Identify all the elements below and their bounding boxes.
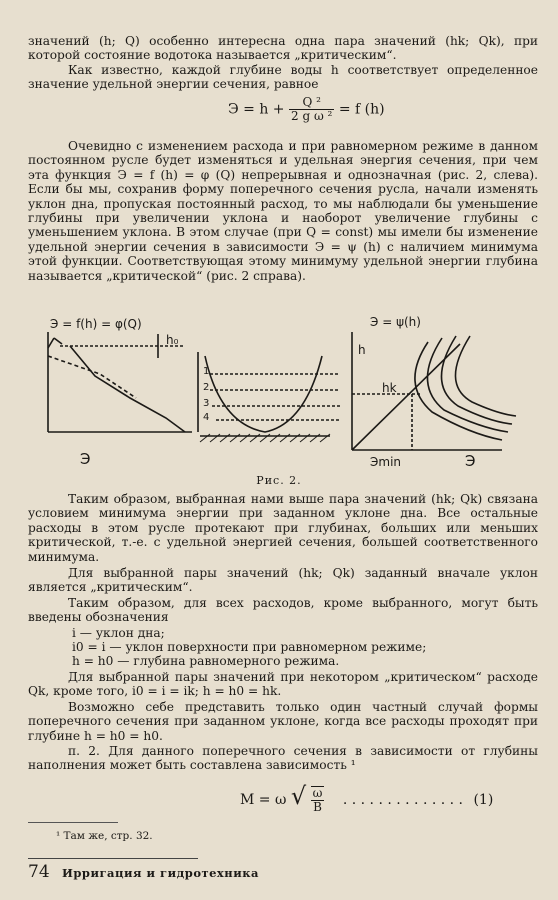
formula2-tag: (1) — [473, 792, 494, 808]
energy-formula — [228, 96, 385, 123]
paragraph-6: Таким образом, для всех расходов, кроме выбранного, могут быть введены обозначения — [28, 596, 538, 625]
formula2-numerator: ω — [312, 786, 323, 800]
paragraph-5: Для выбранной пары значений (hk; Qk) заданный вначале уклон является „критическим“. — [28, 566, 538, 595]
footer-divider — [28, 858, 198, 859]
paragraph-8: Для выбранной пары значений при некотором „критическом“ расходе Qk, кроме того, i0 = i = ik; h = h0 = hk. — [28, 670, 538, 699]
notation-2: i0 = i — уклон поверхности при равномерном режиме; — [72, 640, 427, 654]
notation-1: i — уклон дна; — [72, 626, 165, 640]
notation-3: h = h0 — глубина равномерного режима. — [72, 654, 340, 668]
paragraph-3: Очевидно с изменением расхода и при равномерном режиме в данном постоянном русле будет изменяться и удельная энергия сечения, при чем эта функция Э = f (h) = φ (Q) непрерывная и однозначная (рис. 2, слева). Если бы мы, сохранив форму поперечного сечения русла, начали изменять уклон дна, пропуская постоянный расход, то мы наблюдали бы уменьшение глубины при увеличении уклона и наоборот увеличение глубины с уменьшением уклона. В этом случае (при Q = const) мы имели бы изменение удельной энергии сечения в зависимости Э = ψ (h) с наличием минимума этой функции. Соответствующая этому минимуму удельной энергии глубина называется „критической“ (рис. 2 справа). — [28, 139, 538, 283]
mid-label-4: 4 — [203, 412, 210, 423]
right-hk-label: hk — [382, 381, 397, 395]
left-title: Э = f(h) = φ(Q) — [50, 317, 142, 331]
right-emin-label: Эmin — [370, 455, 402, 469]
formula2-denominator: B — [313, 800, 322, 814]
paragraph-2: Как известно, каждой глубине воды h соответствует определенное значение удельной энергии сечения, равное — [28, 63, 538, 92]
paragraph-9: Возможно себе представить только один частный случай формы поперечного сечения при заданном уклоне, когда все расходы проходят при глубине h = h0 = h0. — [28, 700, 538, 743]
mid-label-3: 3 — [203, 398, 210, 409]
formula2-lhs: M = ω — [240, 792, 287, 808]
formula2-dots: . . . . . . . . . . . . . . — [342, 792, 463, 808]
paragraph-10: п. 2. Для данного поперечного сечения в зависимости от глубины наполнения может быть составлена зависимость ¹ — [28, 744, 538, 773]
figure-2 — [40, 314, 520, 472]
formula2-fraction — [311, 786, 325, 814]
left-e-label: Э — [80, 450, 91, 468]
right-h-label: h — [358, 343, 366, 357]
footnote-divider — [28, 822, 118, 823]
right-curve-1 — [415, 342, 502, 440]
left-h0-label: h₀ — [166, 333, 179, 347]
left-axis-tick — [48, 338, 62, 348]
figure-caption: Рис. 2. — [256, 474, 302, 487]
page-number: 74 — [28, 862, 50, 882]
formula-fraction — [289, 96, 334, 123]
formula-rhs: = f (h) — [338, 101, 385, 118]
formula-numerator: Q ² — [289, 96, 334, 110]
sqrt-symbol: √ — [290, 782, 307, 810]
right-curve-3 — [441, 336, 512, 424]
formula-denominator: 2 g ω ² — [291, 109, 333, 123]
left-curve — [70, 346, 185, 432]
right-curve-2 — [427, 338, 508, 432]
right-title: Э = ψ(h) — [370, 315, 421, 329]
mid-label-2: 2 — [203, 382, 210, 393]
journal-title: Ирригация и гидротехника — [62, 866, 259, 880]
formula-lhs: Э = h + — [228, 101, 285, 118]
ratio-formula — [240, 782, 493, 814]
footnote: ¹ Там же, стр. 32. — [56, 830, 153, 842]
right-e-label: Э — [465, 452, 476, 470]
paragraph-1: значений (h; Q) особенно интересна одна пара значений (hk; Qk), при которой состояние водотока называется „критическим“. — [28, 34, 538, 63]
left-dashed-curve — [48, 356, 136, 398]
paragraph-4: Таким образом, выбранная нами выше пара значений (hk; Qk) связана условием минимума энергии при заданном уклоне дна. Все остальные расходы в этом русле протекают при глубинах, больших или меньших критической, т.-е. с удельной энергией сечения, большей соответственного минимума. — [28, 492, 538, 564]
right-curve-4 — [455, 336, 516, 416]
mid-label-1: 1 — [203, 366, 210, 377]
